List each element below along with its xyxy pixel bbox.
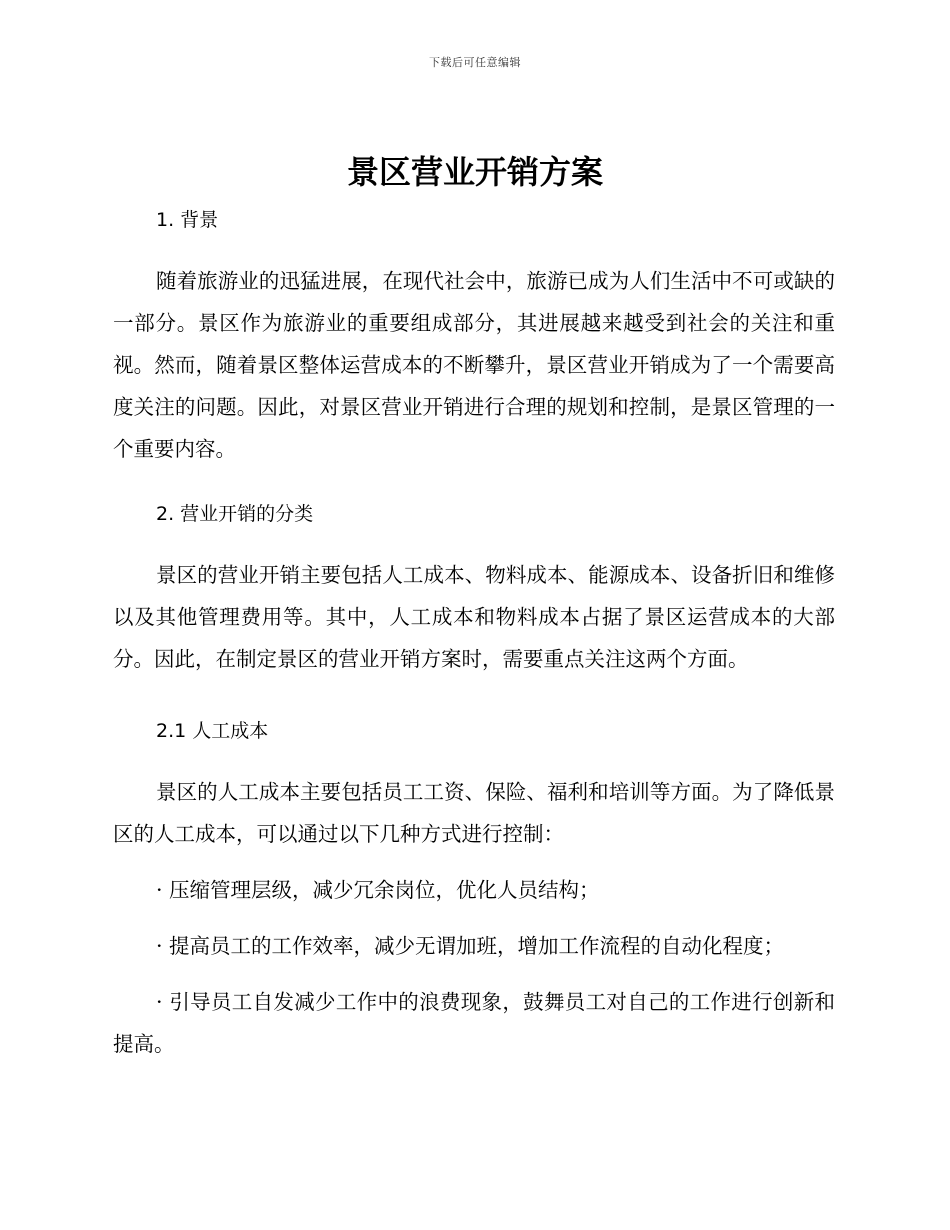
paragraph-categories: 景区的营业开销主要包括人工成本、物料成本、能源成本、设备折旧和维修以及其他管理费用等。其中，人工成本和物料成本占据了景区运营成本的大部分。因此，在制定景区的营业开销方案时，需要重点关注这两个方面。 [113,563,835,671]
section-heading-categories: 2. 营业开销的分类 [156,503,314,525]
document-title: 景区营业开销方案 [346,153,603,191]
bullet-item: · 压缩管理层级，减少冗余岗位，优化人员结构； [156,878,600,902]
header-note: 下载后可任意编辑 [429,56,521,69]
document-body [113,202,835,1065]
section-heading-background: 1. 背景 [156,209,219,231]
bullet-item: · 引导员工自发减少工作中的浪费现象，鼓舞员工对自己的工作进行创新和提高。 [113,990,835,1056]
paragraph-background: 随着旅游业的迅猛进展，在现代社会中，旅游已成为人们生活中不可或缺的一部分。景区作为旅游业的重要组成部分，其进展越来越受到社会的关注和重视。然而，随着景区整体运营成本的不断攀升，景区营业开销成为了一个需要高度关注的问题。因此，对景区营业开销进行合理的规划和控制，是景区管理的一个重要内容。 [113,269,835,461]
paragraph-labor-cost: 景区的人工成本主要包括员工工资、保险、福利和培训等方面。为了降低景区的人工成本，可以通过以下几种方式进行控制： [113,780,835,846]
section-heading-labor-cost: 2.1 人工成本 [156,720,269,742]
bullet-item: · 提高员工的工作效率，减少无谓加班，增加工作流程的自动化程度； [156,934,785,958]
